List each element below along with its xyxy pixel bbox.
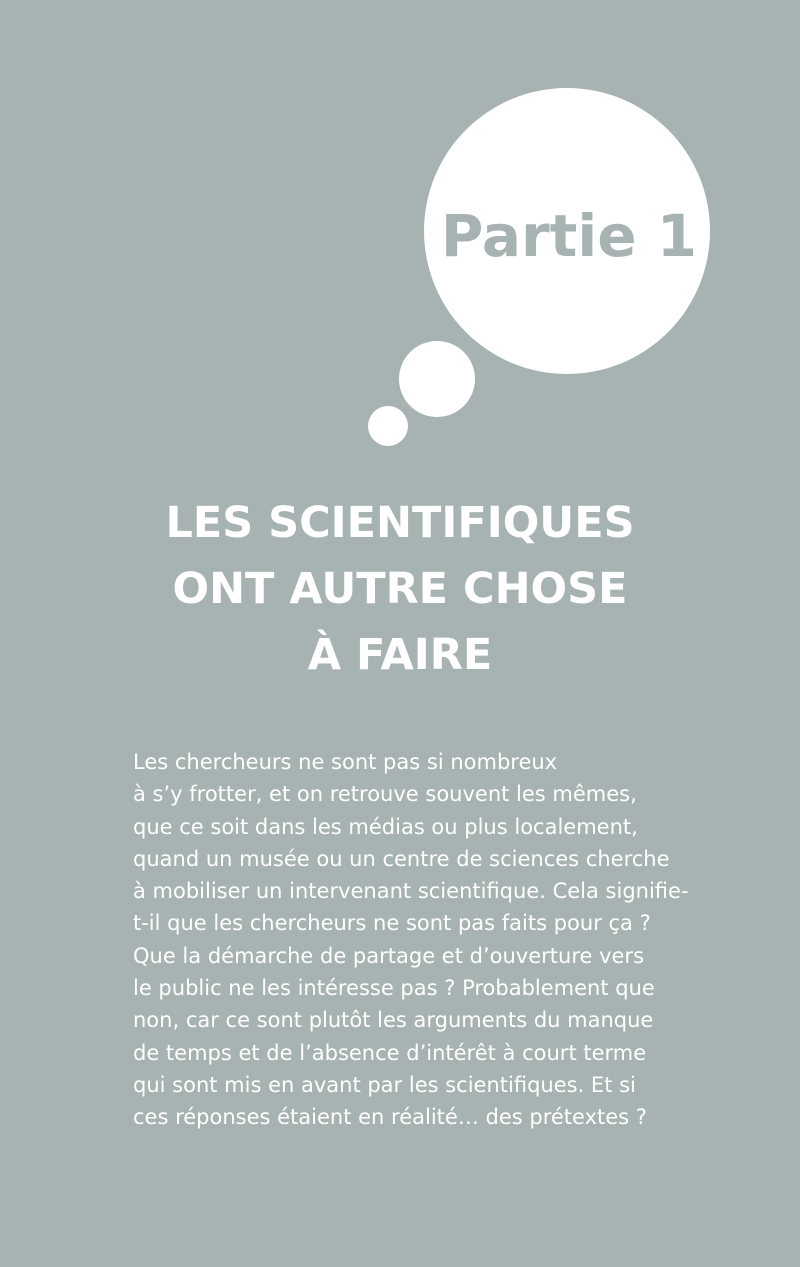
chapter-title-line: À FAIRE [307, 630, 493, 680]
part-label: Partie 1 [440, 202, 698, 270]
intro-line: t-il que les chercheurs ne sont pas faits pour ça ? [133, 911, 651, 936]
thought-bubble-medium [399, 341, 475, 417]
intro-paragraph [133, 746, 693, 1134]
intro-line: qui sont mis en avant par les scientifiques. Et si [133, 1072, 636, 1097]
intro-line: Que la démarche de partage et d’ouverture vers [133, 943, 645, 968]
intro-line: non, car ce sont plutôt les arguments du manque [133, 1008, 654, 1033]
intro-line: à mobiliser un intervenant scientifique. Cela signifie- [133, 879, 689, 904]
intro-line: à s’y frotter, et on retrouve souvent les mêmes, [133, 782, 637, 807]
intro-line: que ce soit dans les médias ou plus localement, [133, 814, 638, 839]
intro-line: quand un musée ou un centre de sciences cherche [133, 846, 670, 871]
chapter-title-line: LES SCIENTIFIQUES [165, 498, 635, 548]
intro-line: Les chercheurs ne sont pas si nombreux [133, 750, 558, 774]
intro-line: le public ne les intéresse pas ? Probablement que [133, 976, 655, 1001]
chapter-title [100, 490, 700, 688]
thought-bubble-small [368, 406, 408, 446]
chapter-title-line: ONT AUTRE CHOSE [172, 564, 628, 614]
intro-line: ces réponses étaient en réalité… des prétextes ? [133, 1105, 647, 1130]
intro-line: de temps et de l’absence d’intérêt à court terme [133, 1040, 647, 1065]
